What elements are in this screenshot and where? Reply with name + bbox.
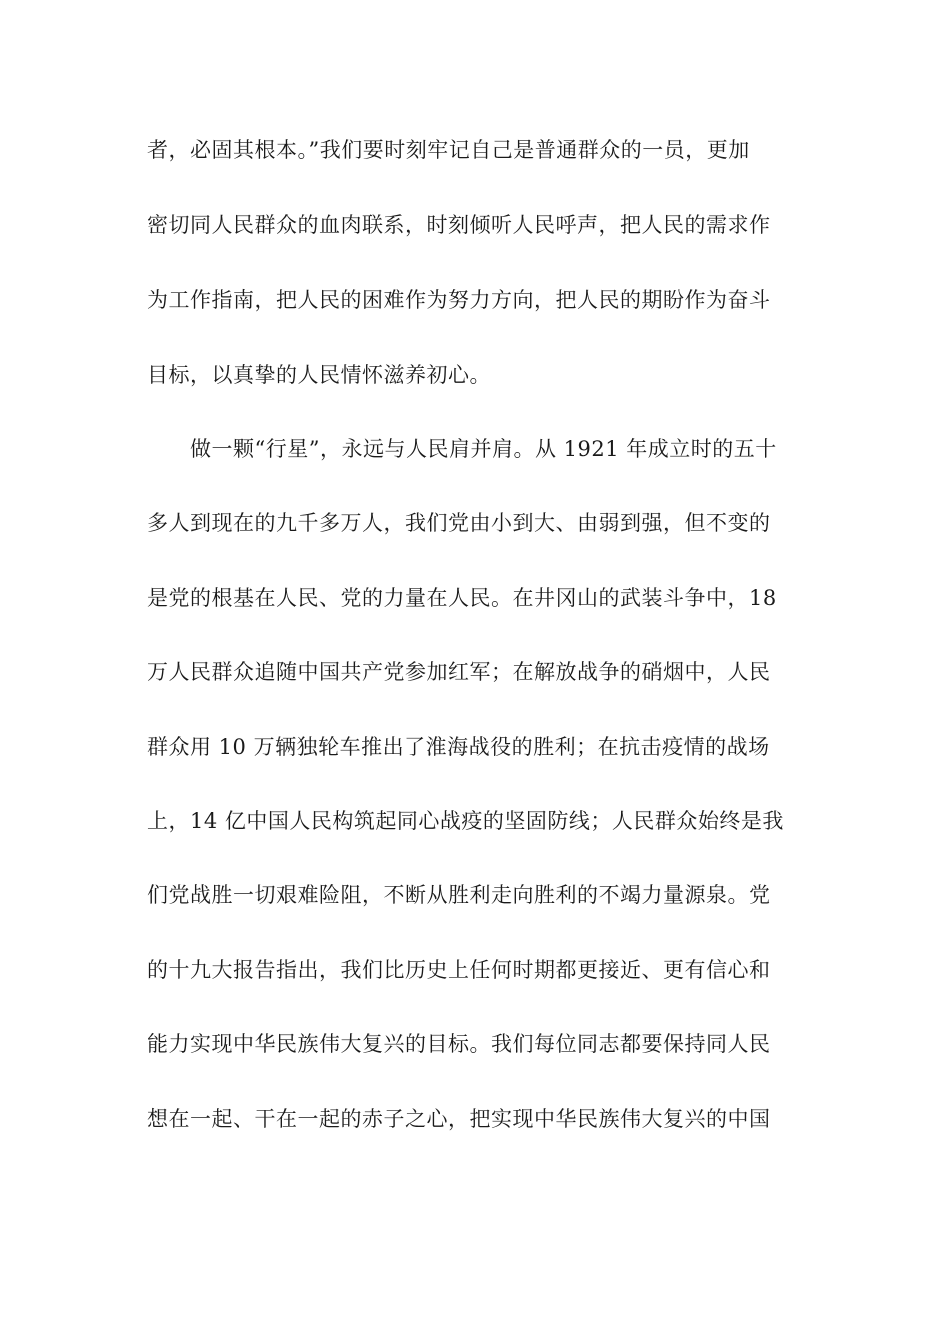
text-line-3: 为工作指南，把人民的困难作为努力方向，把人民的期盼作为奋斗 <box>147 288 771 312</box>
text-line-6: 多人到现在的九千多万人，我们党由小到大、由弱到强，但不变的 <box>147 511 771 535</box>
text-line-4: 目标，以真挚的人民情怀滋养初心。 <box>147 363 491 387</box>
text-line-7: 是党的根基在人民、党的力量在人民。在井冈山的武装斗争中，18 <box>147 586 777 610</box>
text-line-2: 密切同人民群众的血肉联系，时刻倾听人民呼声，把人民的需求作 <box>147 213 771 237</box>
text-line-5: 做一颗“行星”，永远与人民肩并肩。从 1921 年成立时的五十 <box>190 437 777 461</box>
text-line-1: 者，必固其根本。”我们要时刻牢记自己是普通群众的一员，更加 <box>147 138 750 162</box>
text-line-10: 上，14 亿中国人民构筑起同心战疫的坚固防线；人民群众始终是我 <box>147 809 784 833</box>
text-line-9: 群众用 10 万辆独轮车推出了淮海战役的胜利；在抗击疫情的战场 <box>147 735 770 759</box>
text-line-8: 万人民群众追随中国共产党参加红军；在解放战争的硝烟中，人民 <box>147 660 771 684</box>
text-line-13: 能力实现中华民族伟大复兴的目标。我们每位同志都要保持同人民 <box>147 1032 771 1056</box>
text-line-12: 的十九大报告指出，我们比历史上任何时期都更接近、更有信心和 <box>147 958 771 982</box>
text-line-14: 想在一起、干在一起的赤子之心，把实现中华民族伟大复兴的中国 <box>147 1107 771 1131</box>
text-line-11: 们党战胜一切艰难险阻，不断从胜利走向胜利的不竭力量源泉。党 <box>147 883 771 907</box>
